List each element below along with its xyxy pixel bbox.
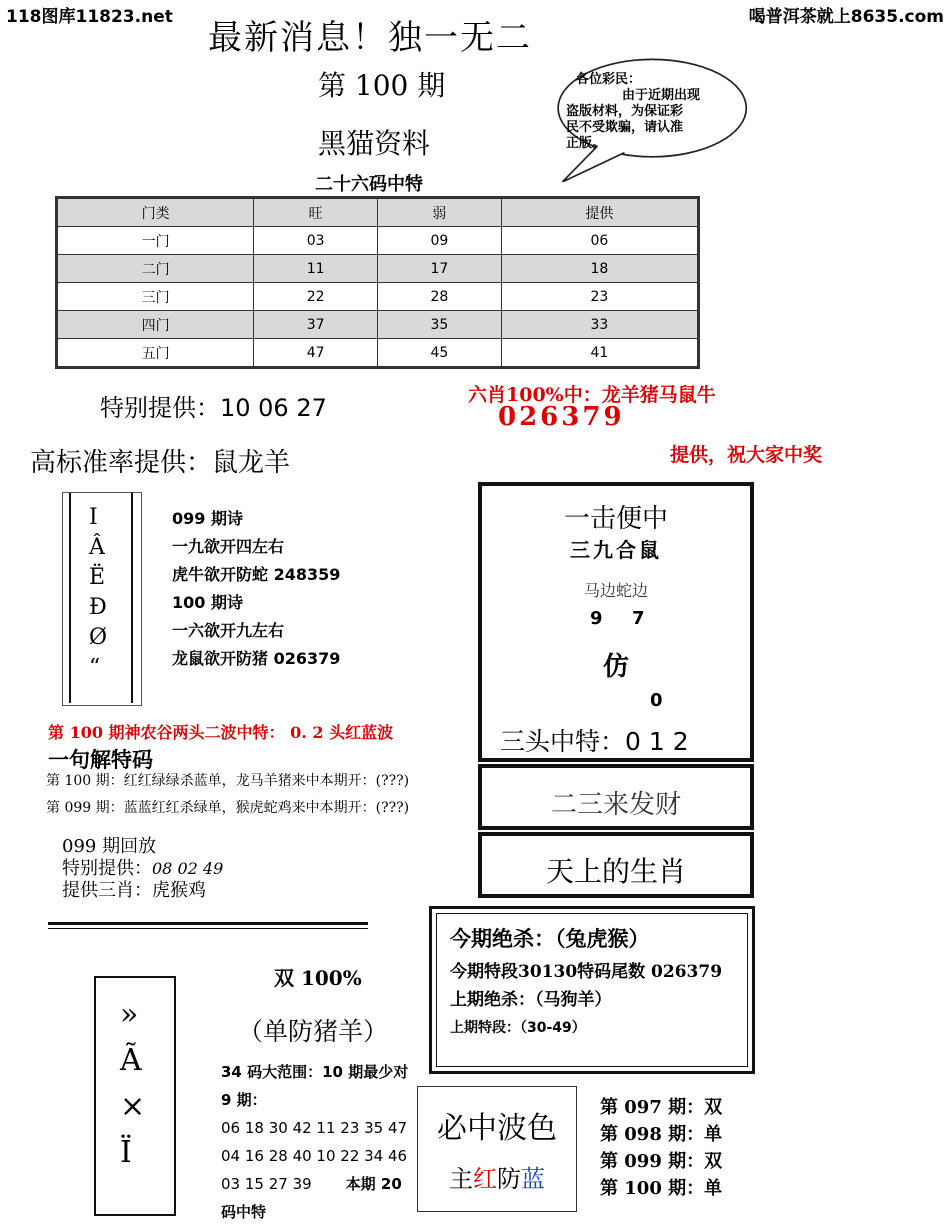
table-row [57,311,699,339]
bubble-text [566,72,736,152]
number-row-tail: 本期 20 [345,1175,402,1193]
table-cell: 09 [377,227,501,255]
table-row [57,227,699,255]
fortune-text: 二三来发财 [550,790,681,820]
glyph: Â [89,535,105,560]
kill-line: 今期绝杀：（兔虎猴） [450,926,650,951]
number-table [55,196,700,369]
wave-line: 第 100 期神农谷两头二波中特： 0. 2 头红蓝波 [48,723,394,742]
history-item: 第 098 期：单 [600,1124,723,1145]
wave-color-title: 必中波色 [437,1111,557,1146]
table-row [57,283,699,311]
history-item: 第 099 期：双 [600,1151,723,1172]
table-cell: 28 [377,283,501,311]
recap-special-label: 特别提供： [62,858,152,879]
poem-line: 虎牛欲开防蛇 248359 [172,565,341,584]
glyph: » [120,997,139,1032]
bubble-line: 民不受欺骗，请认准 [566,120,684,135]
one-hit-box [478,482,754,762]
subtitle: 二十六码中特 [315,174,423,195]
period-number: 第 100 期 [318,69,446,102]
wave-color-line [418,1159,576,1194]
table-cell: 41 [501,339,698,368]
range-text [221,1058,408,1114]
bottom-glyphs [120,992,145,1176]
one-hit-num: 9 [590,608,603,629]
recap-special-nums: 08 02 49 [152,859,224,878]
history-list [600,1094,722,1202]
yiju-title: 一句解特码 [48,747,153,772]
range-line: 34 码大范围：10 期最少对 [221,1063,409,1081]
heaven-box [478,832,754,898]
wave-fang: 防 [497,1165,521,1193]
glyph: Ø [89,625,108,650]
headline: 最新消息！独一无二 [208,18,532,58]
number-list [221,1114,407,1226]
number-row: 码中特 [221,1203,267,1221]
poem-line: 一九欲开四左右 [172,537,285,556]
poem-line: 一六欲开九左右 [172,621,285,640]
history-item: 第 097 期：双 [600,1097,723,1118]
table-cell: 三门 [57,283,254,311]
six-numbers: 026379 [498,402,625,432]
table-cell: 二门 [57,255,254,283]
table-cell: 22 [254,283,378,311]
wave-color-box [417,1086,577,1212]
glyph: “ [89,655,101,680]
one-hit-fang: 仿 [602,652,629,682]
vertical-glyph-box [62,492,142,706]
table-header-row [57,198,699,227]
table-cell: 47 [254,339,378,368]
bubble-line: 由于近期出现 [622,88,701,103]
table-header: 门类 [57,198,254,227]
table-header: 弱 [377,198,501,227]
three-head: 三头中特：0 1 2 [500,727,689,756]
glyph: Ⅰ [89,505,98,530]
fortune-box [478,764,754,830]
number-row: 04 16 28 40 10 22 34 46 [221,1147,408,1165]
site-name-right: 喝普洱茶就上8635.com [748,7,944,27]
single-guard: （单防猪羊） [238,1017,389,1046]
yiju-line: 第 099 期：蓝蓝红红杀绿单，猴虎蛇鸡来中本期开：(???) [46,800,410,816]
glyph: × [120,1089,146,1124]
one-hit-sub: 马边蛇边 [583,581,648,600]
divider [48,922,368,925]
glyph: Ï [120,1135,132,1170]
wave-main: 主 [449,1165,473,1193]
table-cell: 一门 [57,227,254,255]
bubble-line: 盗版材料，为保证彩 [566,104,684,119]
table-row [57,339,699,368]
recap-block [62,836,223,902]
high-accuracy: 高标准率提供：鼠龙羊 [30,448,291,478]
glyph: Ã [120,1043,142,1078]
divider [48,928,368,929]
wave-red: 红 [473,1165,497,1193]
number-row [221,1170,407,1198]
poem-line: 龙鼠欲开防猪 026379 [172,649,341,668]
glyph: Ð [89,595,107,620]
heaven-text: 天上的生肖 [545,855,686,888]
range-line: 9 期： [221,1091,267,1109]
site-name-left: 118图库11823.net [6,7,173,27]
one-hit-num: 7 [632,608,645,629]
greeting: 提供，祝大家中奖 [670,444,823,466]
kill-box [429,906,755,1074]
table-header: 旺 [254,198,378,227]
yiju-line: 第 100 期：红红绿绿杀蓝单，龙马羊猪来中本期开：(???) [46,773,410,789]
special-offer: 特别提供：10 06 27 [100,394,327,422]
one-hit-hint: 三九合鼠 [570,538,662,562]
recap-three: 提供三肖：虎猴鸡 [62,880,206,901]
kill-line: 今期特段30130特码尾数 026379 [450,962,723,982]
poem-title: 099 期诗 [172,509,243,528]
double-percent: 双 100% [274,966,362,990]
document-name: 黑猫资料 [318,127,431,160]
vertical-glyphs [89,503,107,683]
poem-title: 100 期诗 [172,593,243,612]
kill-line: 上期绝杀：（马狗羊） [450,990,612,1010]
recap-special [62,858,223,880]
table-cell: 37 [254,311,378,339]
table-cell: 35 [377,311,501,339]
poem-block [172,505,340,673]
kill-line: 上期特段：（30-49） [450,1020,586,1036]
table-header: 提供 [501,198,698,227]
table-cell: 23 [501,283,698,311]
table-cell: 五门 [57,339,254,368]
table-cell: 03 [254,227,378,255]
glyph: Ë [89,565,106,590]
history-item: 第 100 期：单 [600,1178,723,1199]
wave-blue: 蓝 [521,1165,545,1193]
table-cell: 四门 [57,311,254,339]
table-cell: 33 [501,311,698,339]
one-hit-zero: 0 [650,690,663,711]
six-zodiac: 六肖100%中：龙羊猪马鼠牛 [468,384,716,406]
number-row-text: 03 15 27 39 [221,1175,312,1193]
table-cell: 11 [254,255,378,283]
table-cell: 18 [501,255,698,283]
one-hit-title: 一击便中 [563,504,668,534]
bubble-line: 正版。 [566,136,606,151]
table-cell: 06 [501,227,698,255]
table-cell: 17 [377,255,501,283]
number-row: 06 18 30 42 11 23 35 47 [221,1119,408,1137]
recap-title: 099 期回放 [62,836,157,857]
bubble-line: 各位彩民： [576,72,642,87]
table-cell: 45 [377,339,501,368]
table-row [57,255,699,283]
bottom-glyph-box [94,976,176,1216]
